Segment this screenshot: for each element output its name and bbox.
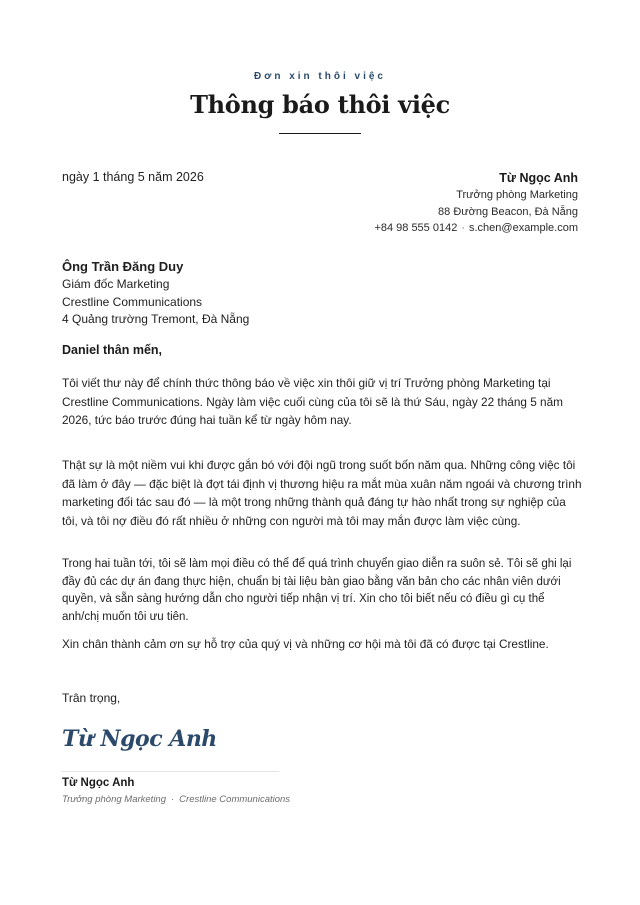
body-paragraph-3: Trong hai tuần tới, tôi sẽ làm mọi điều có thể để quá trình chuyển giao diễn ra suôn sẻ. Tôi sẽ ghi lại đầy đủ các dự án đang thực hiện, chuẩn bị tài liệu bàn giao bằng văn bản cho các nhân viên dưới quyền, và sẵn sàng hướng dẫn cho người tiếp nhận vị trí. Xin cho tôi biết nếu có điều gì cụ thể anh/chị muốn tôi ưu tiên. [62, 558, 572, 623]
document-eyebrow: Đơn xin thôi việc [253, 71, 386, 82]
body-paragraph-2: Thật sự là một niềm vui khi được gắn bó với đội ngũ trong suốt bốn năm qua. Những công việc tôi đã làm ở đây — đặc biệt là đợt tái định vị thương hiệu ra mắt mùa xuân năm ngoái và chương trình marketing đối tác sau đó — là một trong những thành quả đáng tự hào nhất trong sự nghiệp của tôi, và tôi nợ điều đó rất nhiều ở những con người mà tôi may mắn được làm việc cùng. [62, 458, 582, 528]
body-paragraph-4: Xin chân thành cảm ơn sự hỗ trợ của quý vị và những cơ hội mà tôi đã có được tại Crestline. [62, 637, 549, 651]
signer-name: Từ Ngọc Anh [62, 777, 135, 789]
recipient-address: 4 Quảng trường Tremont, Đà Nẵng [62, 312, 250, 326]
sender-block [374, 170, 578, 237]
title-divider [279, 133, 361, 134]
recipient-block [62, 258, 249, 329]
body-paragraph-1: Tôi viết thư này để chính thức thông báo về việc xin thôi giữ vị trí Trưởng phòng Marketing tại Crestline Communications. Ngày làm việc cuối cùng của tôi sẽ là thứ Sáu, ngày 22 tháng 5 năm 2026, tức báo trước đúng hai tuần kể từ ngày hôm nay. [62, 376, 564, 427]
signer-company: Crestline Communications [179, 794, 291, 805]
signature-divider [62, 771, 279, 772]
handwritten-signature: Từ Ngọc Anh [62, 726, 217, 752]
closing: Trân trọng, [62, 691, 121, 705]
sender-name: Từ Ngọc Anh [499, 171, 578, 185]
recipient-name: Ông Trần Đăng Duy [62, 259, 184, 274]
sender-title: Trưởng phòng Marketing [456, 189, 578, 201]
sender-phone: +84 98 555 0142 [374, 222, 458, 234]
recipient-title: Giám đốc Marketing [62, 277, 170, 291]
page-title: Thông báo thôi việc [190, 90, 450, 119]
sender-contact [374, 220, 578, 237]
contact-separator: · [461, 222, 465, 234]
salutation: Daniel thân mến, [62, 343, 163, 357]
letter-date: ngày 1 tháng 5 năm 2026 [62, 170, 204, 184]
signer-role: Trưởng phòng Marketing [62, 794, 166, 805]
meta-separator: · [171, 794, 175, 805]
recipient-company: Crestline Communications [62, 294, 203, 309]
sender-email: s.chen@example.com [469, 222, 578, 234]
sender-address: 88 Đường Beacon, Đà Nẵng [438, 205, 578, 218]
signer-meta [62, 794, 290, 805]
